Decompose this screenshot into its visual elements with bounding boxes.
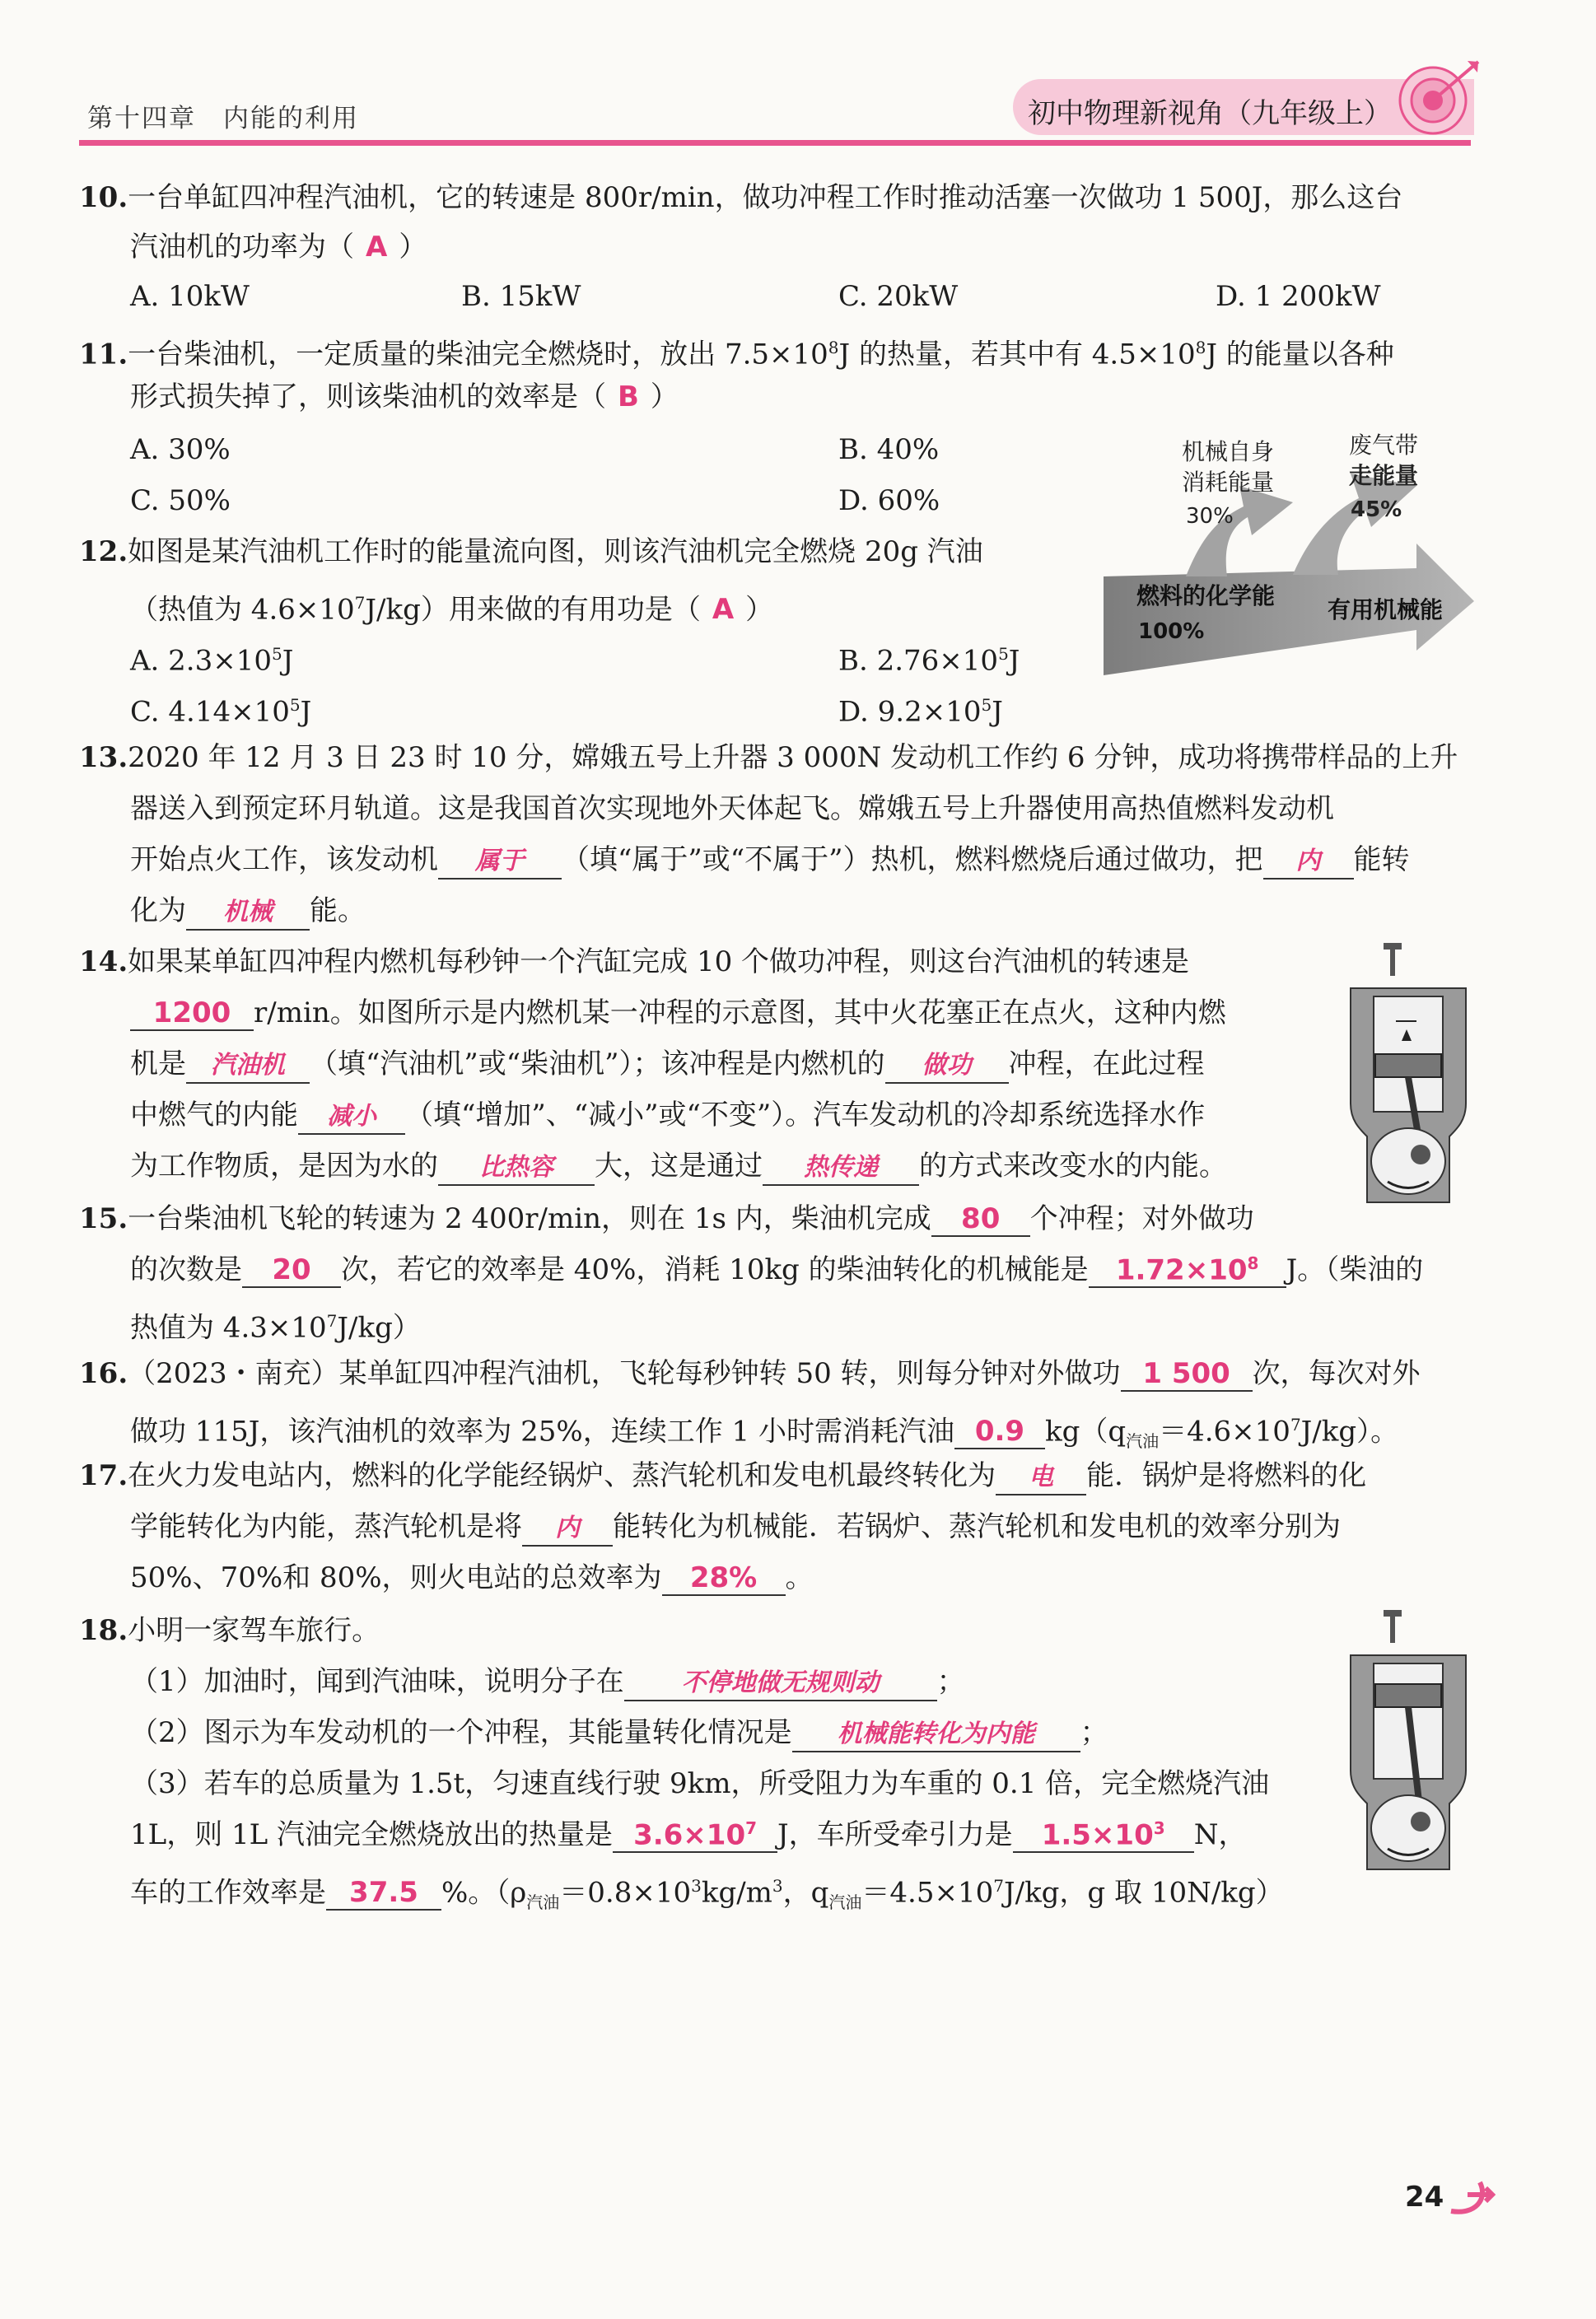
q10-option-c: C. 20kW: [838, 280, 959, 313]
q11-exp2: 8: [1195, 338, 1206, 357]
q17-line1: [79, 1451, 1366, 1500]
q18-text6: 1L，则 1L 汽油完全燃烧放出的热量是: [130, 1818, 614, 1851]
q16-text1: （2023・南充）某单缸四冲程汽油机，飞轮每秒钟转 50 转，则每分钟对外做功: [128, 1357, 1121, 1390]
q18-text8: N，: [1193, 1818, 1247, 1851]
q18-text5: ；: [1080, 1716, 1108, 1749]
q15-text3: 的次数是: [130, 1253, 242, 1286]
q15-line3: [130, 1296, 421, 1352]
q15-text4: 次，若它的效率是 40%，消耗 10kg 的柴油转化的机械能是: [341, 1253, 1089, 1286]
q14-blank5[interactable]: 比热容: [438, 1151, 595, 1186]
q18-text7: J，车所受牵引力是: [777, 1818, 1013, 1851]
engine-diagram-1: [1342, 939, 1474, 1211]
engine-diagram-2: [1342, 1606, 1474, 1878]
q11-answer: B: [618, 380, 639, 413]
q14-number: 14.: [79, 945, 128, 978]
q11-option-a: A. 30%: [130, 433, 231, 466]
q10-text1: 一台单缸四冲程汽油机，它的转速是 800r/min，做功冲程工作时推动活塞一次做功 1 500J，那么这台: [128, 181, 1403, 214]
q15-line2: [130, 1245, 1423, 1295]
q18-part2: [130, 1708, 1108, 1757]
q17-blank1[interactable]: 电: [996, 1461, 1086, 1495]
q15-blank3[interactable]: $1.72\times 10^8$: [1089, 1247, 1286, 1288]
q18-number: 18.: [79, 1614, 128, 1647]
q18-part4: [130, 1810, 1246, 1859]
q12-option-c: C. $4.14\times 10^5J$: [130, 695, 312, 729]
q11-number: 11.: [79, 338, 128, 371]
q11-option-c: C. 50%: [130, 484, 231, 517]
loss2-value: 45%: [1351, 497, 1402, 522]
q17-text4: 能转化为机械能．若锅炉、蒸汽轮机和发电机的效率分别为: [613, 1510, 1341, 1543]
q10-number: 10.: [79, 181, 128, 214]
q17-number: 17.: [79, 1459, 128, 1492]
q16-exp: 7: [1290, 1415, 1301, 1435]
q12-line2: [130, 578, 773, 634]
loss2-label2: 走能量: [1349, 462, 1419, 489]
header-rule: [79, 140, 1471, 146]
q14-text7: （填“增加”、“减小”或“不变”）。汽车发动机的冷却系统选择水作: [405, 1099, 1206, 1132]
q15-text2: 个冲程；对外做功: [1029, 1202, 1254, 1235]
q14-text9: 大，这是通过: [595, 1150, 763, 1183]
loss1-label: 机械自身: [1182, 438, 1275, 465]
q15-text1: 一台柴油机飞轮的转速为 2 400r/min，则在 1s 内，柴油机完成: [128, 1202, 931, 1235]
q18-part5: [130, 1861, 1284, 1927]
loss1-label2: 消耗能量: [1182, 469, 1275, 496]
q18-text10: %。（ρ: [441, 1876, 527, 1910]
q12-text3: J/kg）用来做的有用功是（: [365, 593, 701, 627]
q15-number: 15.: [79, 1202, 128, 1235]
q13-blank1[interactable]: 属于: [438, 845, 562, 880]
q11-line1: [79, 323, 1394, 379]
q10-option-b: B. 15kW: [461, 280, 581, 313]
q14-text5: 冲程，在此过程: [1008, 1048, 1205, 1080]
q11-text1: 一台柴油机，一定质量的柴油完全燃烧时，放出 7.5×10: [128, 338, 828, 371]
page-header: [0, 0, 1596, 156]
q14-line1: [79, 937, 1189, 987]
q14-text3: 机是: [130, 1048, 186, 1080]
q10-text3: ）: [399, 231, 427, 264]
q11-text3: J 的能量以各种: [1206, 338, 1394, 371]
q17-blank3[interactable]: 28%: [662, 1561, 786, 1596]
q16-text2: 次，每次对外: [1252, 1357, 1421, 1390]
book-title: 初中物理新视角（九年级上）: [1028, 97, 1392, 130]
q17-blank2[interactable]: 内: [522, 1512, 613, 1547]
q14-line5: [130, 1141, 1227, 1191]
q12-exp: 7: [354, 593, 366, 613]
q14-blank6[interactable]: 热传递: [763, 1151, 919, 1186]
q13-line1: [79, 733, 1458, 782]
q18-exp1: 3: [691, 1876, 702, 1896]
q18-line1: [79, 1606, 380, 1655]
q16-sub: 汽油: [1126, 1431, 1160, 1452]
loss2-label: 废气带: [1349, 432, 1419, 459]
q10-option-a: A. 10kW: [130, 280, 250, 313]
q16-text6: J/kg）。: [1300, 1415, 1399, 1449]
q18-blank1[interactable]: 不停地做无规则动: [624, 1667, 937, 1701]
q10-line1: [79, 173, 1402, 222]
q14-line2: [130, 988, 1226, 1038]
q18-text3: ；: [936, 1665, 965, 1698]
q18-text11: ＝0.8×10: [559, 1876, 692, 1910]
q18-text4: （2）图示为车发动机的一个冲程，其能量转化情况是: [130, 1716, 792, 1749]
q13-text1: 2020 年 12 月 3 日 23 时 10 分，嫦娥五号上升器 3 000N 发动机工作约 6 分钟，成功将携带样品的上升: [128, 741, 1458, 774]
q15-exp: 7: [326, 1311, 338, 1331]
q18-sub2: 汽油: [828, 1892, 862, 1913]
q17-text6: 。: [785, 1561, 814, 1594]
energy-flow-diagram: [1087, 420, 1482, 684]
q11-text5: ）: [650, 380, 679, 413]
q18-sub1: 汽油: [526, 1892, 560, 1913]
loss1-arrow: [1186, 486, 1293, 576]
q11-option-d: D. 60%: [838, 484, 940, 517]
q16-number: 16.: [79, 1357, 128, 1390]
q17-text2: 能．锅炉是将燃料的化: [1086, 1459, 1367, 1492]
q16-text4: kg（q: [1044, 1415, 1127, 1449]
q18-text14: ＝4.5×10: [861, 1876, 994, 1910]
q11-text2: J 的热量，若其中有 4.5×10: [838, 338, 1196, 371]
q11-line2: [130, 372, 679, 422]
q15-blank2[interactable]: 20: [242, 1253, 341, 1288]
q14-blank2[interactable]: 汽油机: [186, 1049, 310, 1084]
q17-line2: [130, 1502, 1341, 1551]
q18-blank4[interactable]: $1.5\times 10^3$: [1013, 1812, 1194, 1853]
q14-line4: [130, 1090, 1205, 1140]
page-arrow-icon: [1443, 2166, 1500, 2223]
q13-line4: [130, 886, 366, 936]
q14-text8: 为工作物质，是因为水的: [130, 1150, 438, 1183]
q14-blank4[interactable]: 减小: [298, 1100, 405, 1135]
q10-answer: A: [366, 231, 388, 264]
loss1-value: 30%: [1186, 504, 1234, 529]
q12-text2: （热值为 4.6×10: [130, 593, 355, 627]
q13-text3: 开始点火工作，该发动机: [130, 843, 438, 876]
input-label: 燃料的化学能: [1136, 582, 1276, 609]
q11-text4: 形式损失掉了，则该柴油机的效率是（: [130, 380, 606, 413]
q13-blank2[interactable]: 内: [1263, 845, 1354, 880]
q18-exp2: 3: [772, 1876, 783, 1896]
q12-line1: [79, 527, 983, 576]
q17-text1: 在火力发电站内，燃料的化学能经锅炉、蒸汽轮机和发电机最终转化为: [128, 1459, 996, 1492]
q13-line2: 器送入到预定环月轨道。这是我国首次实现地外天体起飞。嫦娥五号上升器使用高热值燃料发动机: [130, 792, 1334, 825]
q15-text6: 热值为 4.3×10: [130, 1311, 327, 1345]
q12-option-a: A. $2.3\times 10^5J$: [130, 644, 294, 678]
q11-exp1: 8: [828, 338, 839, 357]
q18-text12: kg/m: [701, 1876, 772, 1910]
q10-line2: [130, 222, 427, 272]
q13-text4: （填“属于”或“不属于”）热机，燃料燃烧后通过做功，把: [562, 843, 1263, 876]
q16-blank1[interactable]: 1 500: [1121, 1357, 1253, 1392]
chapter-title: 第十四章 内能的利用: [87, 104, 359, 133]
q14-line3: [130, 1039, 1205, 1089]
q15-line1: [79, 1194, 1254, 1243]
q14-text1: 如果某单缸四冲程内燃机每秒钟一个汽缸完成 10 个做功冲程，则这台汽油机的转速是: [128, 945, 1190, 978]
q12-option-d: D. $9.2\times 10^5J$: [838, 695, 1003, 729]
q13-line3: [130, 835, 1410, 884]
q17-text3: 学能转化为内能，蒸汽轮机是将: [130, 1510, 522, 1543]
q16-text5: ＝4.6×10: [1159, 1415, 1290, 1449]
q18-text2: （1）加油时，闻到汽油味，说明分子在: [130, 1665, 624, 1698]
q18-text9: 车的工作效率是: [130, 1876, 326, 1910]
q12-text4: ）: [745, 593, 774, 627]
q18-blank2[interactable]: 机械能转化为内能: [792, 1718, 1080, 1752]
input-value: 100%: [1138, 619, 1205, 644]
q13-text7: 能。: [310, 894, 366, 927]
q18-part3: （3）若车的总质量为 1.5t，匀速直线行驶 9km，所受阻力为车重的 0.1 倍，完全燃烧汽油: [130, 1767, 1270, 1800]
q14-blank3[interactable]: 做功: [885, 1049, 1009, 1084]
q15-text7: J/kg）: [337, 1311, 421, 1345]
q17-line3: [130, 1553, 814, 1603]
q16-text3: 做功 115J，该汽油机的效率为 25%，连续工作 1 小时需消耗汽油: [130, 1415, 954, 1449]
q13-number: 13.: [79, 741, 128, 774]
q16-line1: [79, 1349, 1421, 1398]
target-logo-icon: [1392, 49, 1491, 140]
output-label: 有用机械能: [1328, 596, 1444, 623]
q18-text13: ，q: [782, 1876, 829, 1910]
q14-text4: （填“汽油机”或“柴油机”）；该冲程是内燃机的: [310, 1048, 885, 1080]
q13-text5: 能转: [1353, 843, 1410, 876]
q18-exp3: 7: [993, 1876, 1004, 1896]
q14-blank1[interactable]: 1200: [130, 996, 254, 1031]
q17-text5: 50%、70%和 80%，则火电站的总效率为: [130, 1561, 662, 1594]
q13-text6: 化为: [130, 894, 186, 927]
q12-answer: A: [712, 593, 735, 627]
q12-number: 12.: [79, 535, 128, 568]
q18-blank3[interactable]: $3.6\times 10^7$: [613, 1812, 777, 1853]
q15-text5: J。（柴油的: [1286, 1253, 1424, 1286]
q18-part1: [130, 1657, 965, 1706]
q15-blank1[interactable]: 80: [931, 1202, 1030, 1237]
page-number: 24: [1405, 2181, 1444, 2214]
q14-text10: 的方式来改变水的内能。: [919, 1150, 1227, 1183]
q18-text1: 小明一家驾车旅行。: [128, 1614, 380, 1647]
q14-text6: 中燃气的内能: [130, 1099, 298, 1132]
q10-text2: 汽油机的功率为（: [130, 231, 354, 264]
q10-option-d: D. 1 200kW: [1216, 280, 1381, 313]
q18-blank5[interactable]: 37.5: [326, 1876, 441, 1911]
q11-option-b: B. 40%: [838, 433, 940, 466]
q14-text2: r/min。如图所示是内燃机某一冲程的示意图，其中火花塞正在点火，这种内燃: [254, 996, 1226, 1029]
q12-text1: 如图是某汽油机工作时的能量流向图，则该汽油机完全燃烧 20g 汽油: [128, 535, 983, 568]
q18-text15: J/kg，g 取 10N/kg）: [1003, 1876, 1284, 1910]
q16-blank2[interactable]: 0.9: [954, 1415, 1045, 1449]
q13-blank3[interactable]: 机械: [186, 896, 310, 931]
q12-option-b: B. $2.76\times 10^5J$: [838, 644, 1020, 678]
